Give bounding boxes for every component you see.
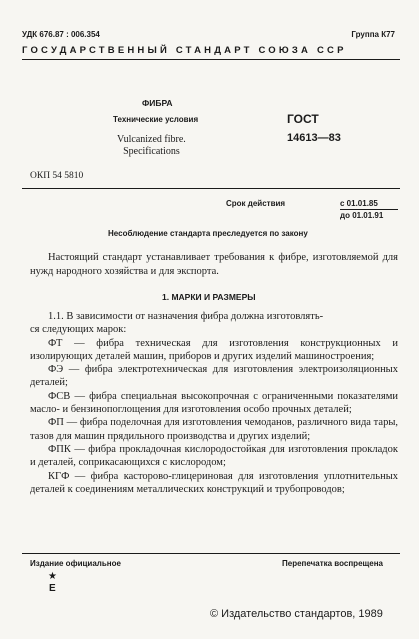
english-title-line1: Vulcanized fibre. <box>117 134 186 145</box>
paragraph: ФТ — фибра техническая для изготовления конструкционных и изолирующих деталей машин, приборов и других изделий машиностроения; <box>30 337 398 362</box>
section-heading: 1. МАРКИ И РАЗМЕРЫ <box>162 292 256 302</box>
paragraph: ФСВ — фибра специальная высокопрочная с ограниченными показателями масло- и бензинопоглощения для изготовления особо прочных деталей; <box>30 390 398 416</box>
validity-to: до 01.01.91 <box>340 211 384 220</box>
paragraph: ся следующих марок: <box>30 324 127 336</box>
paragraph: ФП — фибра поделочная для изготовления чемоданов, различного вида тары, тазов для машин прядильного производства и других изделий; <box>30 417 398 442</box>
english-title-line2: Specifications <box>123 146 180 157</box>
standard-heading: ГОСУДАРСТВЕННЫЙ СТАНДАРТ СОЮЗА ССР <box>22 45 347 56</box>
body-text <box>30 310 398 496</box>
document-subtitle: Технические условия <box>113 115 199 124</box>
law-notice: Несоблюдение стандарта преследуется по закону <box>108 229 308 238</box>
paragraph: ФПК — фибра прокладочная кислородостойкая для изготовления прокладок и деталей, соприкасающихся с кислородом; <box>30 443 398 469</box>
validity-rule <box>340 209 398 210</box>
copyright-notice: © Издательство стандартов, 1989 <box>210 608 383 620</box>
english-title <box>117 134 186 158</box>
top-divider <box>22 59 400 60</box>
paragraph: 1.1. В зависимости от назначения фибра должна изготовлять- <box>48 311 324 322</box>
validity-label: Срок действия <box>226 199 286 208</box>
document-title: ФИБРА <box>142 98 173 108</box>
okp-code: ОКП 54 5810 <box>30 171 84 181</box>
middle-divider <box>22 188 400 189</box>
official-edition-label: Издание официальное <box>30 559 121 568</box>
paragraph: КГФ — фибра касторово-глицериновая для изготовления уплотнительных деталей к соединениям металлических конструкций и трубопроводов; <box>30 470 398 495</box>
star-icon: ★ <box>48 571 57 582</box>
reprint-notice: Перепечатка воспрещена <box>282 559 383 568</box>
gost-number: 14613—83 <box>287 132 341 144</box>
validity-from: с 01.01.85 <box>340 199 378 208</box>
gost-label: ГОСТ <box>287 112 319 126</box>
group-code: Группа К77 <box>351 30 395 39</box>
udk-code: УДК 676.87 : 006.354 <box>22 30 100 39</box>
paragraph: ФЭ — фибра электротехническая для изготовления электроизоляционных деталей; <box>30 364 398 389</box>
bottom-divider <box>22 553 400 554</box>
intro-paragraph: Настоящий стандарт устанавливает требования к фибре, изготовляемой для нужд народного хозяйства и для экспорта. <box>30 252 398 277</box>
edition-mark: Е <box>49 583 56 594</box>
